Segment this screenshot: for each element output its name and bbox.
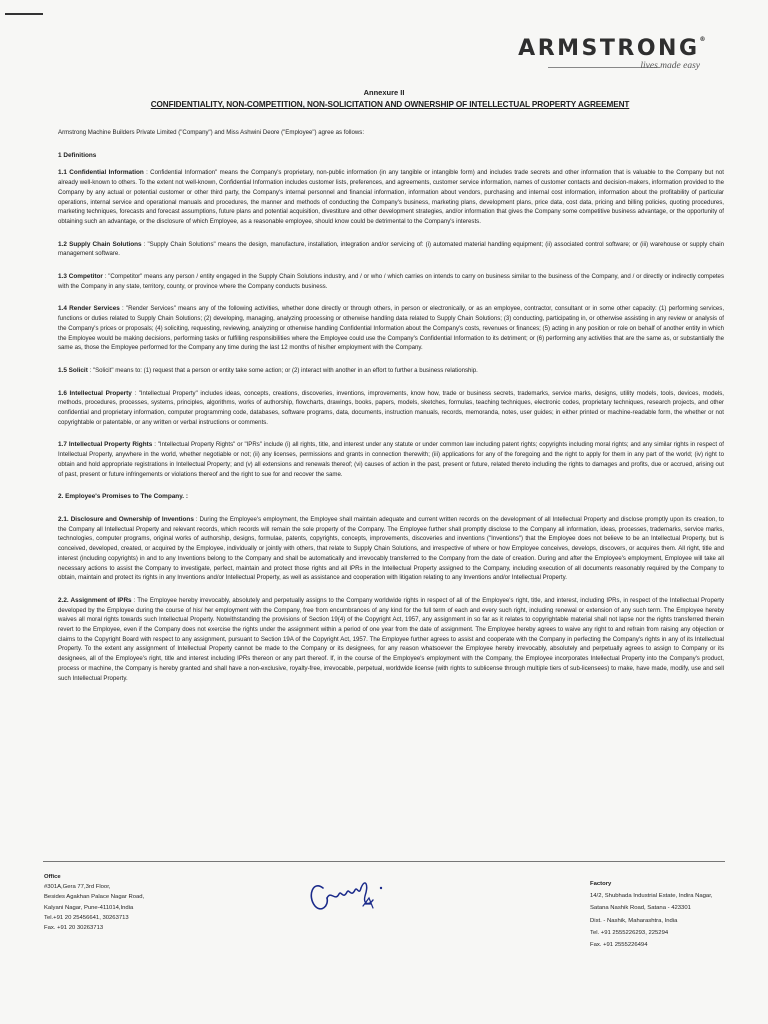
factory-line: Fax. +91 2555226494 [590, 942, 648, 949]
factory-heading: Factory [590, 881, 612, 887]
intro-paragraph: Armstrong Machine Builders Private Limited ("Company") and Miss Ashwini Deore ("Employee") agree as follows: [58, 129, 365, 136]
office-line: Besides Agakhan Palace Nagar Road, [44, 894, 145, 901]
logo-tagline: lives made easy [640, 61, 700, 71]
office-line: #301A,Gera 77,3rd Floor, [44, 884, 111, 891]
agreement-title: CONFIDENTIALITY, NON-COMPETITION, NON-SOLICITATION AND OWNERSHIP OF INTELLECTUAL PROPERTY AGREEMENT [150, 100, 630, 109]
clause-1-4: 1.4 Render Services : "Render Services" means any of the following activities, whether done directly or through others, in person or electronically, or as an employee, contractor, consultant or in some other capacity: (1) performing services, functions or duties related to Supply Chain Solutions; (2) developing, managing, analyzing processing or otherwise handling data related to Supply Chain Solutions; (3) conducting, participating in, or otherwise assisting in any review or analysis of the Company's prices or proposals; (4) soliciting, requesting, reviewing, analyzing or otherwise handling Confidential Information about the Company's costs, revenues or finances; (5) acting in any position or role on behalf of another entity in which the Employee would be making decisions, performing tasks or fulfilling responsibilities where the Employee could use the Company's Confidential Information to its detriment; or (6) performing any activities that are the same as, or substantially the same as, those the Employee performed for the Company any time during the last 12 months of his/her employment with the Company. [58, 305, 725, 352]
clause-1-6: 1.6 Intellectual Property : "Intellectual Property" includes ideas, concepts, creations, discoveries, inventions, improvements, know how, trade or business secrets, trademarks, service marks, designs, utility models, tools, devices, models, methods, procedures, processes, systems, principles, algorithms, works of authorship, flowcharts, drawings, books, papers, models, sketches, formulas, teaching techniques, electronic codes, proprietary techniques, research projects, and other confidential and proprietary information, computer programming code, databases, software programs, data, documents, instruction manuals, records, memoranda, notes, user guides; in either printed or machine-readable form, the whether or not copyrightable or patentable, or any written or verbal instructions or comments. [58, 389, 724, 426]
clause-1-2: 1.2 Supply Chain Solutions : "Supply Chain Solutions" means the design, manufacture, installation, integration and/or servicing of: (i) automated material handling equipment; (ii) associated control software; or (iii) warehouse or supply chain management software. [58, 240, 724, 258]
office-heading: Office [44, 874, 61, 880]
logo-wordmark: ARMSTRONG® [518, 36, 708, 61]
clause-1-1: 1.1 Confidential Information : Confidential Information" means the Company's proprietary, non-public information (in any tangible or intangible form) and includes trade secrets and other information that is valuable to the Company but not already well-known to others. To the extent not well-known, Confidential Information includes customer lists, preferences, and agreements, customer service information, names of customer contacts and decision-makers, information provided to the Company by any actual or potential customer or other third party, the Company's internal personnel and financial information, information about vendors, purchasing and internal cost information, information about the profitability of particular operations, internal service and operational manuals and procedures, the manner and methods of conducting the Company's business, marketing plans, development plans, price data, cost data, pricing and billing policies, quoting procedures, marketing techniques, forecasts and forecast assumptions, future plans and potential acquisition, divestiture and other development strategies, and/or information that gives the Company some competitive business advantage, or the opportunity of obtaining such an advantage, or the disclosure of which Employee, as a reasonable employee, should know could be detrimental to the Company's interests. [58, 169, 724, 225]
office-address [44, 872, 244, 933]
agreement-body [58, 128, 724, 691]
factory-address [590, 878, 750, 951]
factory-line: Satana Nashik Road, Satana - 423301 [590, 905, 691, 912]
clause-1-3: 1.3 Competitor : "Competitor" means any person / entity engaged in the Supply Chain Solutions industry, and / or who / which carries on intends to carry on business similar to the business of the Company, and / or directly or indirectly competes with the Company in any state, territory, county, or province where the Company conducts business. [58, 273, 724, 290]
scan-corner-mark [5, 13, 43, 15]
factory-line: Dist. - Nashik, Maharashtra, India [590, 917, 678, 924]
clause-1-5: 1.5 Solicit : "Solicit" means to: (1) request that a person or entity take some action; or (2) interact with another in an effort to further a business relationship. [58, 366, 478, 374]
clause-1-7: 1.7 Intellectual Property Rights : "Intellectual Property Rights" or "IPRs" include (i) all rights, title, and interest under any statute or under common law including patent rights; copyrights including moral rights; and any similar rights in respect of Intellectual Property, anywhere in the world, whether negotiable or not; (ii) any licenses, permissions and grants in connection therewith; (iii) applications for any of the foregoing and the right to apply for them in any part of the world; (iv) right to obtain and hold appropriate registrations in Intellectual Property; and (v) all extensions and renewals thereof; (vi) causes of action in the past, present or future, related thereto including the rights to damages and profits, due or accrued, arising out of past, present or future infringements or violations thereof and the right to sue for and recover the same. [58, 441, 724, 478]
annexure-heading: Annexure II [363, 88, 405, 97]
employee-signature [303, 866, 393, 926]
clause-2-2: 2.2. Assignment of IPRs : The Employee hereby irrevocably, absolutely and perpetually assigns to the Company worldwide rights in respect of all of the Employee's right, title, and interest, including IPRs, in respect of the Intellectual Property developed by the Employee during the course of his/ her employment with the Company, free from encumbrances of any kind for the full term of each and every such right, including renewal or extension of any such term. The Employee hereby waives all moral rights towards such Intellectual Property. Notwithstanding the provisions of Section 19(4) of the Copyright Act, 1957, any assignment in so far as it relates to copyrightable material shall not lapse nor the rights transferred therein revert to the Employee, even if the Company does not exercise the rights under the assignment within a period of one year from the date of assignment. The Employee hereby agrees to waive any right to and refrain from raising any objection or claims to the Copyright Board with respect to any assignment, pursuant to Section 19A of the Copyright Act, 1957. The Employee further agrees to assist and cooperate with the Company in perfecting the Company's rights in any of its Intellectual Property. To the extent any assignment of Intellectual Property cannot be made to the Company or its designees, for any reason whatsoever the Employee hereby irrevocably, absolutely and perpetually agrees to assign to Company or its designees, all of the Employee's right, title and interest including IPRs thereon or any part thereof. If, in the course of the Employee's employment with the Company, the Employee incorporates Intellectual Property into the Company's product, process or machine, the Company is hereby granted and shall have a non-exclusive, royalty-free, irrevocable, perpetual, worldwide license (with rights to sublicense through multiple tiers of sub-licensees) to make, have made, modify, use and sell such Intellectual Property. [58, 596, 724, 682]
section-2-heading: 2. Employee's Promises to The Company. : [58, 493, 188, 501]
office-line: Tel.+91 20 25456641, 30263713 [44, 914, 129, 921]
clause-2-1: 2.1. Disclosure and Ownership of Inventions : During the Employee's employment, the Employee shall maintain adequate and current written records on the development of all Intellectual Property and disclose promptly upon its creation, to the Company all Intellectual Property and relevant records, which records will remain the sole property of the Company. The Employee further shall promptly disclose to the Company all information, ideas, processes, trademarks, service marks, technologies, computer programs, original works of authorship, designs, formulae, patents, copyrights, concepts, improvements, discoveries and inventions ("Inventions") that the Employee does not believe to be an Intellectual Property, but is conceived, developed, created, or acquired by the Employee, individually or jointly with others, that relate to Supply Chain Solutions, and irrespective of where or how Employee conceives, develops, discovers, or acquires them. All right, title and interest (including copyrights) in and to any Inventions belong to the Company and shall be automatically and irrevocably transferred to the Company from the date of creation. During and after the Employee's employment, Employee will take all necessary actions to assist the Company to investigate, perfect, maintain and protect those rights and all IPRs in the Intellectual Property assigned to the Company, including execution of all documents reasonably required by the Company to obtain, maintain and protect its rights in any Inventions and/or Intellectual Property, as well as assistance and cooperation with litigation relating to any Inventions and/or Intellectual Property. [58, 515, 724, 582]
armstrong-logo [468, 36, 708, 76]
office-line: Kalyani Nagar, Pune-411014,India [44, 904, 134, 911]
section-1-heading: 1 Definitions [58, 151, 97, 159]
factory-line: Tel. +91 2555226293, 225294 [590, 929, 669, 936]
footer-divider [43, 861, 725, 862]
factory-line: 14/2, Shubhada Industrial Estate, Indira Nagar, [590, 893, 713, 900]
office-line: Fax. +91 20 30263713 [44, 925, 104, 932]
